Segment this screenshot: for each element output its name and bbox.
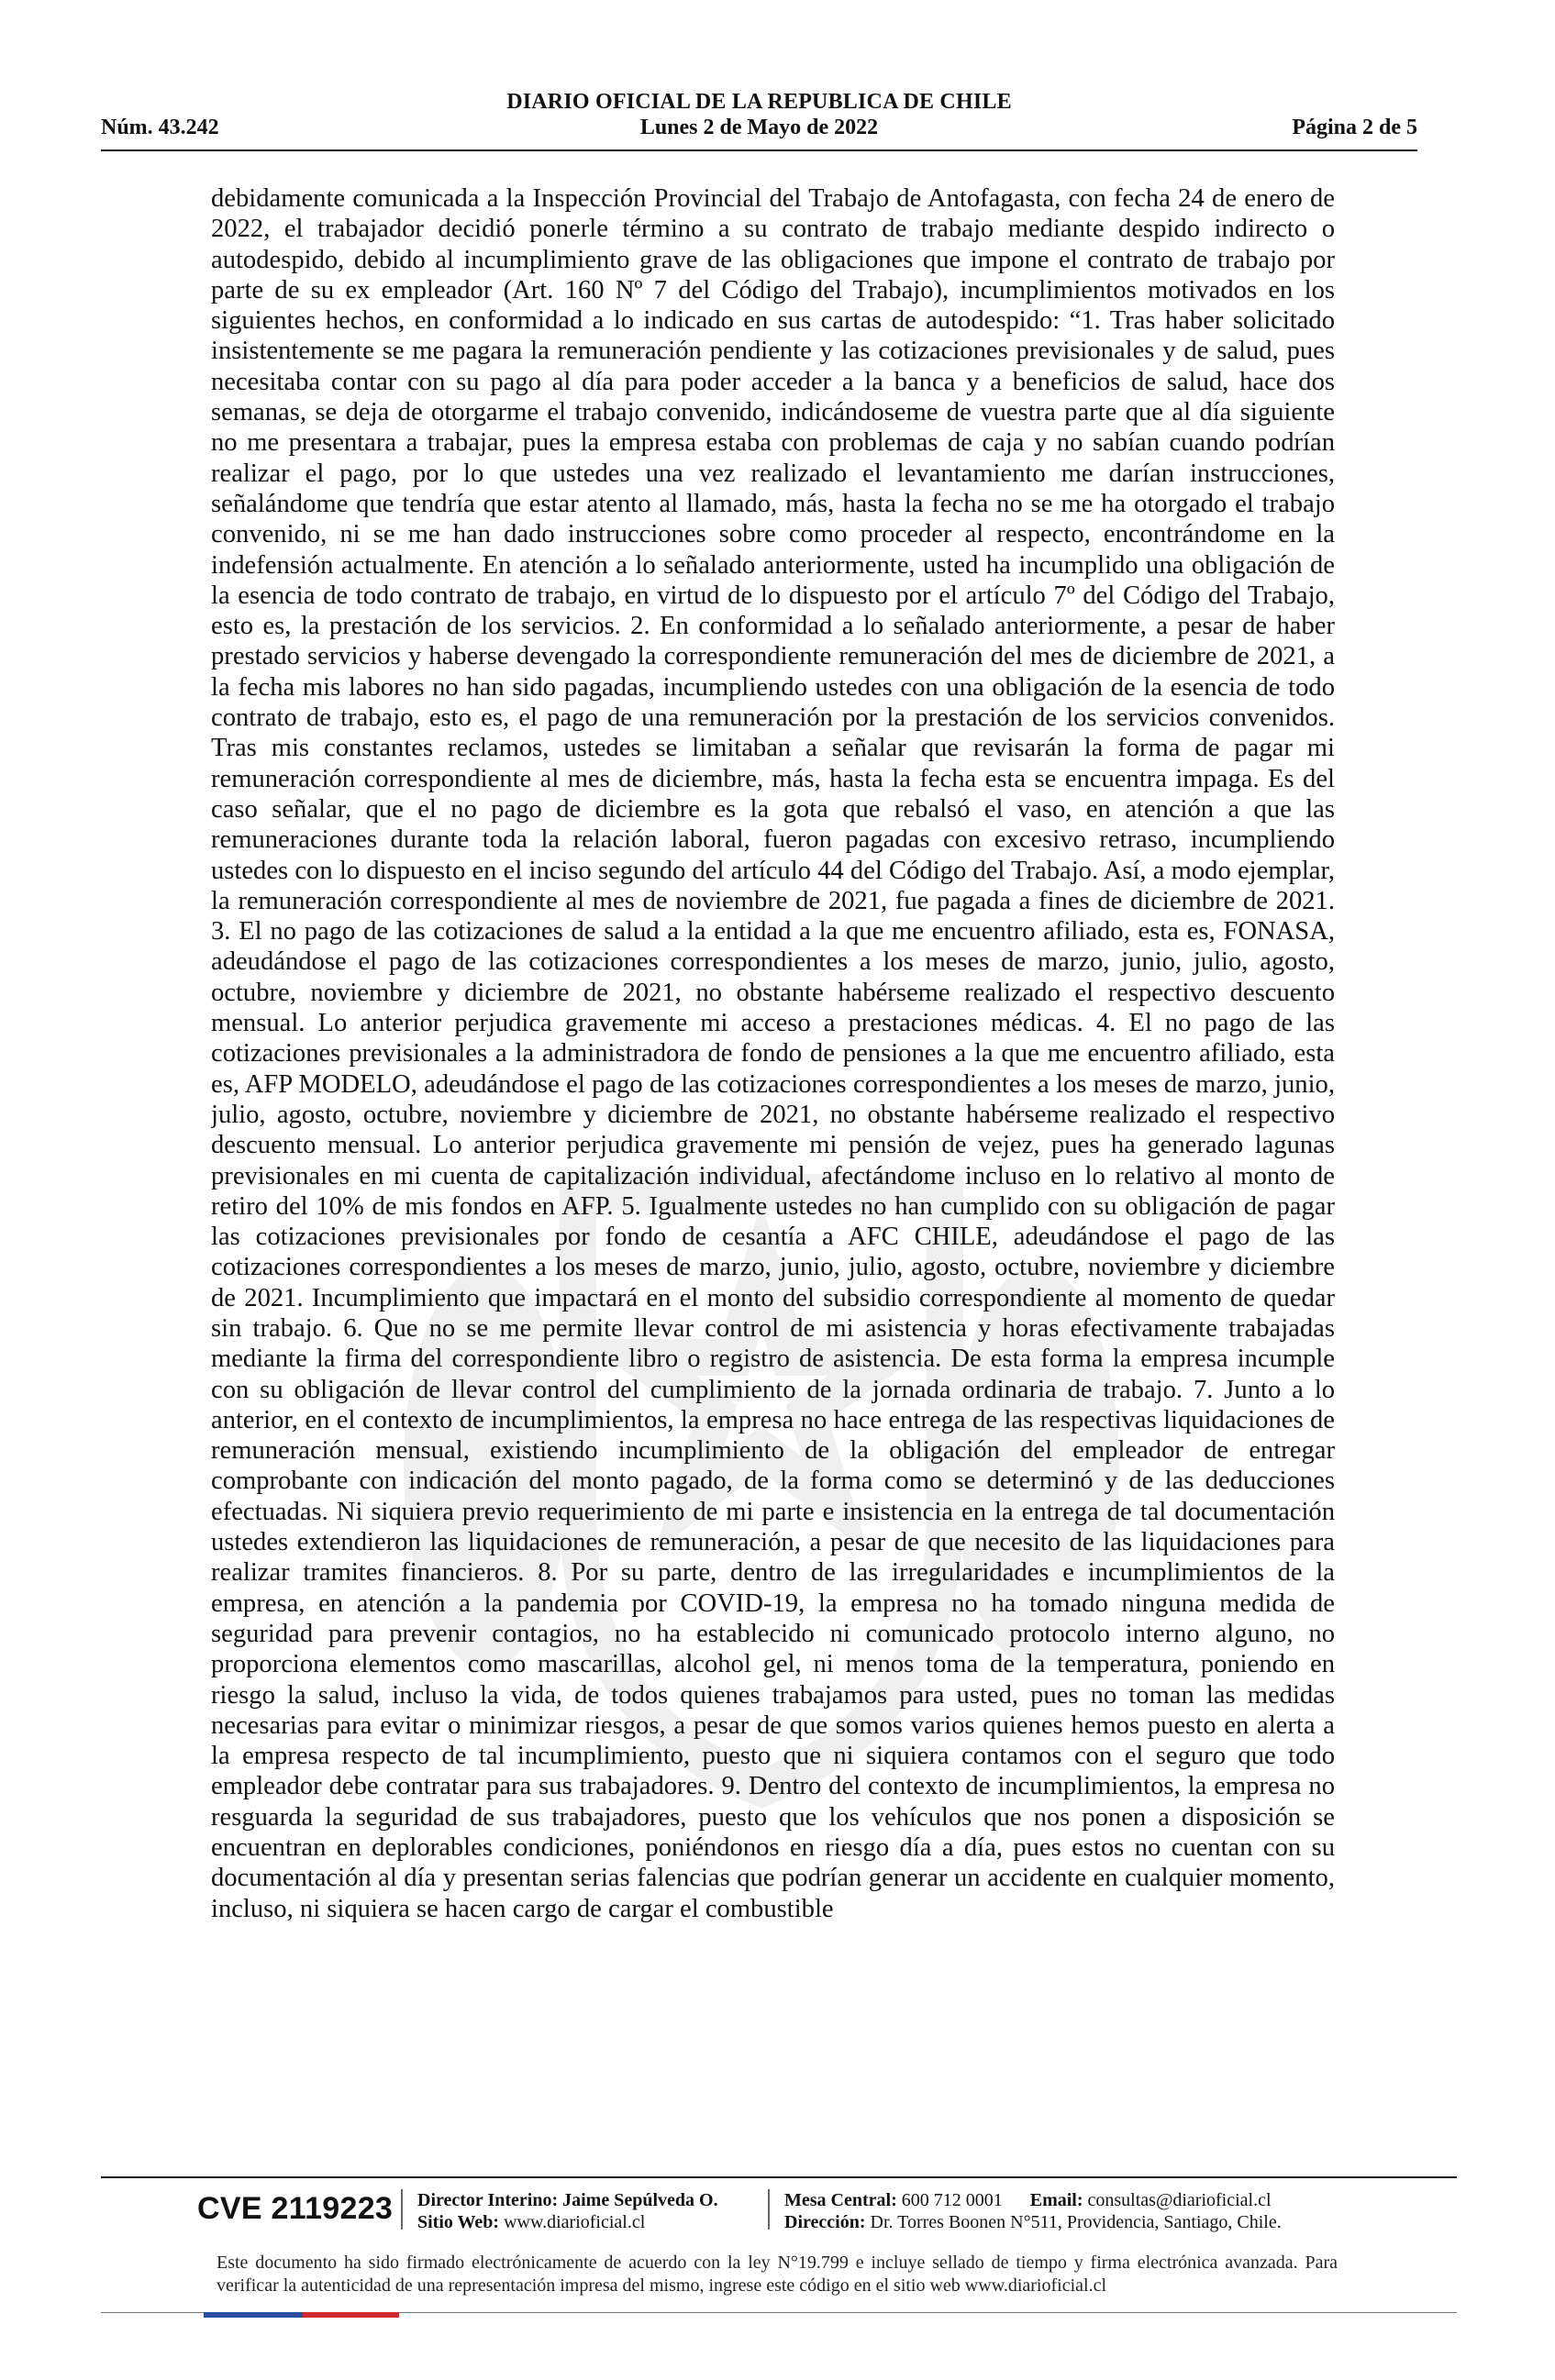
publication-title: DIARIO OFICIAL DE LA REPUBLICA DE CHILE [506,90,1012,114]
cve-code: CVE 2119223 [197,2191,394,2226]
email-link[interactable]: consultas@diarioficial.cl [1087,2190,1272,2210]
email-label: Email: [1029,2190,1083,2210]
phone-label: Mesa Central: [784,2190,897,2210]
address-value: Dr. Torres Boonen N°511, Providencia, Santiago, Chile. [870,2212,1282,2232]
page-indicator: Página 2 de 5 [1292,116,1417,139]
website-link[interactable]: www.diarioficial.cl [504,2212,646,2232]
footer-separator [768,2189,770,2230]
address-label: Dirección: [784,2212,866,2232]
flag-stripe-blue [204,2312,303,2318]
website-label: Sitio Web: [417,2212,500,2232]
director-label: Director Interino: [417,2190,559,2210]
body-paragraph: debidamente comunicada a la Inspección Provincial del Trabajo de Antofagasta, con fecha 24 de enero de 2022, el trabajador decidió ponerle término a su contrato de trabajo mediante despido indirecto o autodespido, debido al incumplimiento grave de las obligaciones que impone el contrato de trabajo por parte de su ex empleador (Art. 160 Nº 7 del Código del Trabajo), incumplimientos motivados en los siguientes hechos, en conformidad a lo indicado en sus cartas de autodespido: “1. Tras haber solicitado insistentemente se me pagara la remuneración pendiente y las cotizaciones previsionales y de salud, pues necesitaba contar con su pago al día para poder acceder a la banca y a beneficios de salud, hace dos semanas, se deja de otorgarme el trabajo convenido, indicándoseme de vuestra parte que al día siguiente no me presentara a trabajar, pues la empresa estaba con problemas de caja y no sabían cuando podrían realizar el pago, por lo que ustedes una vez realizado el levantamiento me darían instrucciones, señalándome que tendría que estar atento al llamado, más, hasta la fecha no se me ha otorgado el trabajo convenido, ni se me han dado instrucciones sobre como proceder al respecto, encontrándome en la indefensión actualmente. En atención a lo señalado anteriormente, usted ha incumplido una obligación de la esencia de todo contrato de trabajo, en virtud de lo dispuesto por el artículo 7º del Código del Trabajo, esto es, la prestación de los servicios. 2. En conformidad a lo señalado anteriormente, a pesar de haber prestado servicios y haberse devengado la correspondiente remuneración del mes de diciembre de 2021, a la fecha mis labores no han sido pagadas, incumpliendo ustedes con una obligación de la esencia de todo contrato de trabajo, esto es, el pago de una remuneración por la prestación de los servicios convenidos. Tras mis constantes reclamos, ustedes se limitaban a señalar que revisarán la forma de pagar mi remuneración correspondiente al mes de diciembre, más, hasta la fecha esta se encuentra impaga. Es del caso señalar, que el no pago de diciembre es la gota que rebalsó el vaso, en atención a que las remuneraciones durante toda la relación laboral, fueron pagadas con excesivo retraso, incumpliendo ustedes con lo dispuesto en el inciso segundo del artículo 44 del Código del Trabajo. Así, a modo ejemplar, la remuneración correspondiente al mes de noviembre de 2021, fue pagada a fines de diciembre de 2021. 3. El no pago de las cotizaciones de salud a la entidad a la que me encuentro afiliado, esta es, FONASA, adeudándose el pago de las cotizaciones correspondientes a los meses de marzo, junio, julio, agosto, octubre, noviembre y diciembre de 2021, no obstante habérseme realizado el respectivo descuento mensual. Lo anterior perjudica gravemente mi acceso a prestaciones médicas. 4. El no pago de las cotizaciones previsionales a la administradora de fondo de pensiones a la que me encuentro afiliado, esta es, AFP MODELO, adeudándose el pago de las cotizaciones correspondientes a los meses de marzo, junio, julio, agosto, octubre, noviembre y diciembre de 2021, no obstante habérseme realizado el respectivo descuento mensual. Lo anterior perjudica gravemente mi pensión de vejez, pues ha generado lagunas previsionales en mi cuenta de capitalización individual, afectándome incluso en lo relativo al monto de retiro del 10% de mis fondos en AFP. 5. Igualmente ustedes no han cumplido con su obligación de pagar las cotizaciones previsionales por fondo de cesantía a AFC CHILE, adeudándose el pago de las cotizaciones correspondientes a los meses de marzo, junio, julio, agosto, octubre, noviembre y diciembre de 2021. Incumplimiento que impactará en el monto del subsidio correspondiente al momento de quedar sin trabajo. 6. Que no se me permite llevar control de mi asistencia y horas efectivamente trabajadas mediante la firma del correspondiente libro o registro de asistencia. De esta forma la empresa incumple con su obligación de llevar control del cumplimiento de la jornada ordinaria de trabajo. 7. Junto a lo anterior, en el contexto de incumplimientos, la empresa no hace entrega de las respectivas liquidaciones de remuneración mensual, existiendo incumplimiento de la obligación del empleador de entregar comprobante con indicación del monto pagado, de la forma como se determinó y de las deducciones efectuadas. Ni siquiera previo requerimiento de mi parte e insistencia en la entrega de tal documentación ustedes extendieron las liquidaciones de remuneración, a pesar de que necesito de las liquidaciones para realizar tramites financieros. 8. Por su parte, dentro de las irregularidades e incumplimientos de la empresa, en atención a la pandemia por COVID-19, la empresa no ha tomado ninguna medida de seguridad para prevenir contagios, no ha establecido ni comunicado protocolo interno alguno, no proporciona elementos como mascarillas, alcohol gel, ni menos toma de la temperatura, poniendo en riesgo la salud, incluso la vida, de todos quienes trabajamos para usted, pues no toman las medidas necesarias para evitar o minimizar riesgos, a pesar de que somos varios quienes hemos puesto en alerta a la empresa respecto de tal incumplimiento, puesto que ni siquiera contamos con el seguro que todo empleador debe contratar para sus trabajadores. 9. Dentro del contexto de incumplimientos, la empresa no resguarda la seguridad de sus trabajadores, puesto que los vehículos que nos ponen a disposición se encuentran en deplorables condiciones, poniéndonos en riesgo día a día, pues estos no cuentan con su documentación al día y presentan serias falencias que podrían generar un accidente en cualquier momento, incluso, ni siquiera se hacen cargo de cargar el combustible [211,184,1335,1923]
page-header [101,90,1417,154]
footer-divider [101,2176,1457,2178]
footer-info [197,2186,1417,2231]
body-text [211,183,1335,2119]
legal-notice: Este documento ha sido firmado electrónicamente de acuerdo con la ley N°19.799 e incluye sellado de tiempo y firma electrónica avanzada. Para verificar la autenticidad de una representación impresa del mismo, ingrese este código en el sitio web www.diarioficial.cl [217,2253,1338,2296]
footer-separator [401,2189,403,2230]
footer-director-column [417,2189,718,2233]
phone-value: 600 712 0001 [901,2190,1003,2210]
director-name: Jaime Sepúlveda O. [562,2190,718,2210]
header-meta-row [101,116,1417,140]
header-divider [101,149,1417,151]
issue-date: Lunes 2 de Mayo de 2022 [639,116,879,139]
issue-number: Núm. 43.242 [101,116,219,139]
footer-contact-column [784,2189,1282,2233]
flag-stripe-red [303,2312,399,2318]
